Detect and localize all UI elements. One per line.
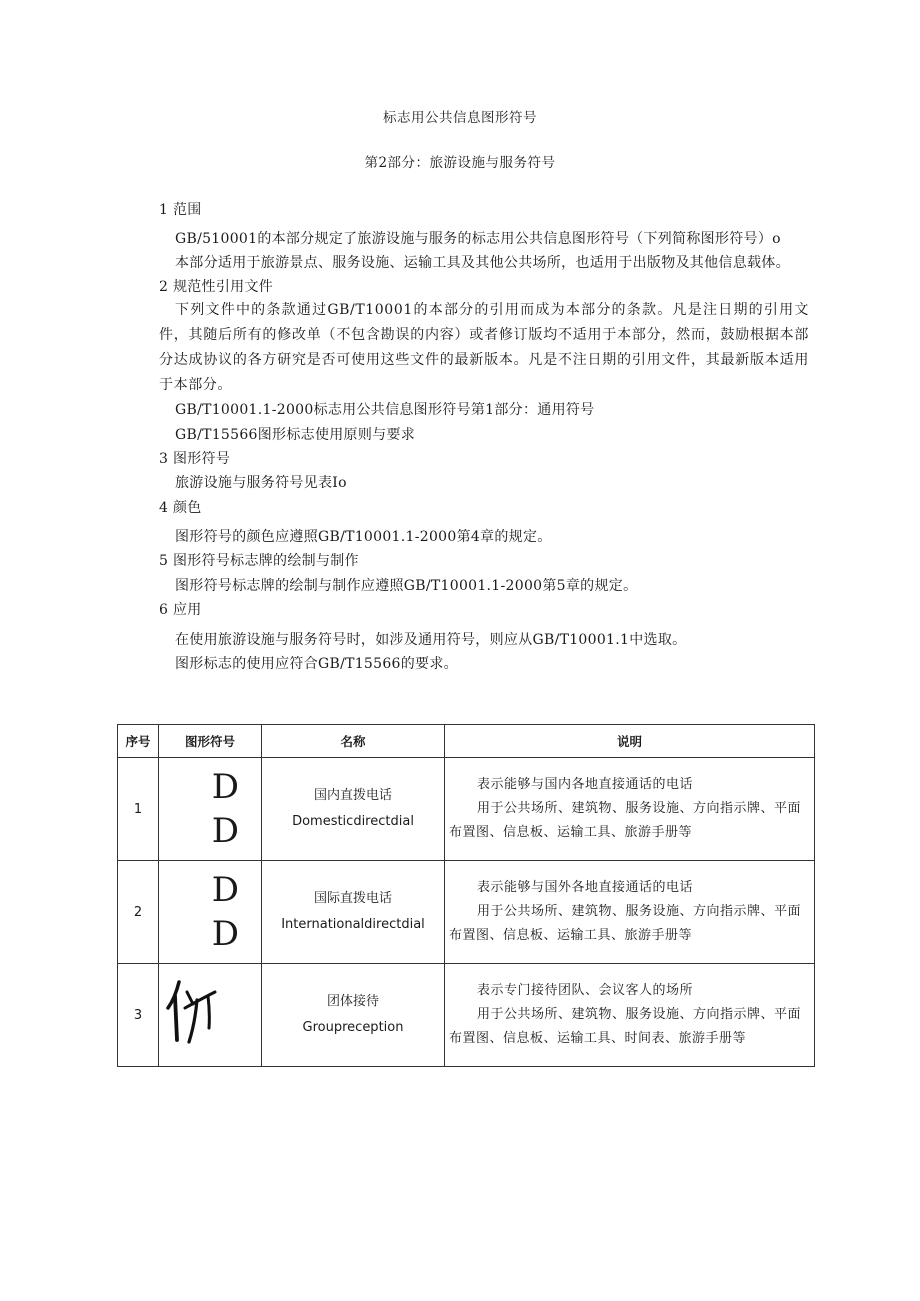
row-name-en: Domesticdirectdial [292,814,414,829]
international-dial-symbol-top: D [211,870,239,910]
table-row [118,861,815,964]
row-seq: 3 [118,964,159,1067]
section-2-reference-1: GB/T10001.1-2000标志用公共信息图形符号第1部分：通用符号 [175,402,595,418]
section-1-heading: 1 范围 [159,202,202,218]
row-desc-1: 表示专门接待团队、会议客人的场所 [477,983,694,998]
header-description: 说明 [445,725,815,758]
domestic-dial-symbol-top: D [211,767,239,807]
document-title: 标志用公共信息图形符号 [383,110,537,126]
row-desc-2: 用于公共场所、建筑物、服务设施、方向指示牌、平面布置图、信息板、运输工具、旅游手册等 [449,904,802,943]
section-1-paragraph-2: 本部分适用于旅游景点、服务设施、运输工具及其他公共场所，也适用于出版物及其他信息载体。 [175,255,790,271]
section-5-paragraph: 图形符号标志牌的绘制与制作应遵照GB/T10001.1-2000第5章的规定。 [175,578,638,594]
row-symbol-cell [159,861,262,964]
domestic-dial-symbol-bottom: D [211,811,239,851]
section-6-heading: 6 应用 [159,602,202,618]
row-desc-2: 用于公共场所、建筑物、服务设施、方向指示牌、平面布置图、信息板、运输工具、旅游手册等 [449,801,802,840]
row-symbol-cell [159,964,262,1067]
section-6-paragraph-2: 图形标志的使用应符合GB/T15566的要求。 [175,656,458,672]
section-3-paragraph: 旅游设施与服务符号见表Io [175,475,347,491]
row-name-cn: 国际直拨电话 [313,891,392,906]
table-row [118,964,815,1067]
table-row [118,758,815,861]
document-subtitle: 第2部分：旅游设施与服务符号 [364,155,556,171]
section-2-paragraph: 下列文件中的条款通过GB/T10001的本部分的引用而成为本部分的条款。凡是注日期的引用文件，其随后所有的修改单（不包含勘误的内容）或者修订版均不适用于本部分，然而，鼓励根据本部分达成协议的各方研究是否可使用这些文件的最新版本。凡是不注日期的引用文件，其最新版本适用于本部分。 [159,302,809,393]
row-seq: 1 [118,758,159,861]
row-name-cell [262,758,445,861]
section-2-heading: 2 规范性引用文件 [159,279,274,295]
row-name-en: Groupreception [302,1020,404,1035]
row-desc-2: 用于公共场所、建筑物、服务设施、方向指示牌、平面布置图、信息板、运输工具、时间表、旅游手册等 [449,1007,802,1046]
header-seq: 序号 [118,725,159,758]
table-header-row [118,725,815,758]
section-3-heading: 3 图形符号 [159,451,231,467]
row-description-cell [445,758,815,861]
row-name-cn: 团体接待 [326,994,379,1009]
section-6-paragraph-1: 在使用旅游设施与服务符号时，如涉及通用符号，则应从GB/T10001.1中选取。 [175,632,687,648]
international-dial-symbol-bottom: D [211,914,239,954]
group-reception-icon [163,978,223,1048]
row-description-cell [445,964,815,1067]
symbols-table [117,724,815,1067]
header-name: 名称 [262,725,445,758]
row-name-cell [262,861,445,964]
row-seq: 2 [118,861,159,964]
section-5-heading: 5 图形符号标志牌的绘制与制作 [159,553,359,569]
row-desc-1: 表示能够与国外各地直接通话的电话 [477,880,694,895]
row-name-cn: 国内直拨电话 [313,788,392,803]
row-desc-1: 表示能够与国内各地直接通话的电话 [477,777,694,792]
section-4-paragraph: 图形符号的颜色应遵照GB/T10001.1-2000第4章的规定。 [175,529,552,545]
header-symbol: 图形符号 [159,725,262,758]
row-name-cell [262,964,445,1067]
section-2-reference-2: GB/T15566图形标志使用原则与要求 [175,427,416,443]
section-4-heading: 4 颜色 [159,500,202,516]
row-description-cell [445,861,815,964]
section-1-paragraph-1: GB/510001的本部分规定了旅游设施与服务的标志用公共信息图形符号（下列简称图形符号）o [175,231,781,247]
row-symbol-cell [159,758,262,861]
row-name-en: Internationaldirectdial [281,917,425,932]
